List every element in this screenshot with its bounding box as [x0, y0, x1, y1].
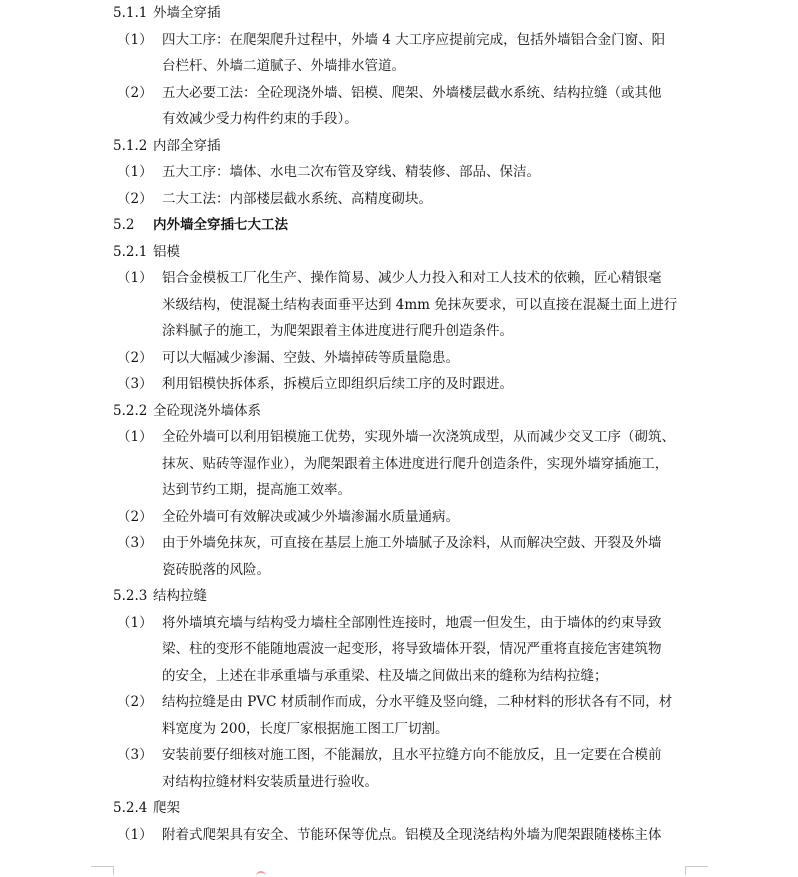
list-item-number: （2）	[117, 190, 153, 207]
list-item-number: （1）	[117, 164, 153, 180]
list-item-number: （3）	[117, 747, 153, 763]
subsection-heading	[113, 0, 693, 27]
list-item	[113, 80, 693, 133]
list-item-text-line: 全砼外墙可以利用铝模施工优势，实现外墙一次浇筑成型，从而减少交叉工序（砌筑、	[162, 429, 675, 445]
list-item-text-line: 梁、柱的变形不能随地震波一起变形，将导致墙体开裂，情况严重将直接危害建筑物	[162, 641, 662, 657]
list-item-text-line: 结构拉缝是由 PVC 材质制作而成，分水平缝及竖向缝，二种材料的形状各有不同，材	[162, 694, 673, 710]
heading-title: 结构拉缝	[153, 588, 207, 604]
heading-number: 5.2	[113, 217, 135, 233]
heading-number: 5.2.3	[113, 588, 148, 604]
list-item-text-line: 五大工序：墙体、水电二次布管及穿线、精装修、部品、保洁。	[162, 164, 540, 180]
list-item-number: （3）	[117, 376, 153, 392]
list-item-number: （1）	[117, 429, 153, 445]
subsection-heading	[113, 398, 693, 425]
list-item-text-line: 对结构拉缝材料安装质量进行验收。	[162, 773, 378, 790]
subsection-heading	[113, 795, 693, 822]
heading-title: 外墙全穿插	[153, 5, 221, 21]
list-item-text-line: 全砼外墙可有效解决或减少外墙渗漏水质量通病。	[162, 508, 459, 525]
section-heading	[113, 212, 693, 239]
list-item-text-line: 台栏杆、外墙二道腻子、外墙排水管道。	[162, 58, 405, 74]
list-item-number: （2）	[117, 84, 153, 101]
list-item-number: （2）	[117, 349, 153, 366]
heading-number: 5.1.1	[113, 5, 148, 21]
list-item-text-line: 料宽度为 200，长度厂家根据施工图工厂切割。	[162, 720, 449, 737]
list-item-number: （3）	[117, 535, 153, 551]
list-item-text-line: 涂料腻子的施工，为爬架跟着主体进度进行爬升创造条件。	[162, 323, 513, 339]
list-item-text-line: 二大工法：内部楼层截水系统、高精度砌块。	[162, 190, 432, 207]
list-item	[113, 742, 693, 795]
list-item-text-line: 的安全，上述在非承重墙与承重梁、柱及墙之间做出来的缝称为结构拉缝；	[162, 667, 608, 684]
page-corner-mark-left	[91, 866, 114, 875]
list-item-text-line: 抹灰、贴砖等湿作业），为爬架跟着主体进度进行爬升创造条件，实现外墙穿插施工，	[162, 455, 669, 472]
list-item-text-line: 米级结构，使混凝土结构表面垂平达到 4mm 免抹灰要求，可以直接在混凝土面上进行	[162, 296, 678, 313]
heading-number: 5.1.2	[113, 137, 148, 154]
list-item-text-line: 瓷砖脱落的风险。	[162, 561, 270, 578]
heading-number: 5.2.2	[113, 402, 148, 419]
list-item	[113, 186, 693, 213]
list-item-text-line: 有效减少受力构件约束的手段）。	[162, 111, 358, 127]
list-item-number: （2）	[117, 508, 153, 525]
list-item-number: （1）	[117, 31, 153, 48]
list-item	[113, 689, 693, 742]
subsection-heading	[113, 133, 693, 160]
list-item	[113, 424, 693, 504]
list-item-text-line: 五大必要工法：全砼现浇外墙、铝模、爬架、外墙楼层截水系统、结构拉缝（或其他	[162, 84, 662, 101]
page-corner-mark-right	[685, 866, 708, 875]
list-item-number: （1）	[117, 826, 153, 843]
list-item-text-line: 四大工序：在爬架爬升过程中，外墙 4 大工序应提前完成，包括外墙铝合金门窗、阳	[162, 31, 666, 48]
list-item	[113, 822, 693, 849]
decorative-mark	[256, 871, 266, 877]
list-item-number: （2）	[117, 694, 153, 710]
subsection-heading	[113, 239, 693, 266]
list-item-text-line: 可以大幅减少渗漏、空鼓、外墙掉砖等质量隐患。	[162, 349, 459, 366]
list-item-text-line: 附着式爬架具有安全、节能环保等优点。铝模及全现浇结构外墙为爬架跟随楼栋主体	[162, 826, 662, 843]
heading-title: 全砼现浇外墙体系	[153, 402, 261, 419]
heading-title: 铝模	[153, 243, 180, 260]
list-item	[113, 345, 693, 372]
list-item-text-line: 利用铝模快拆体系，拆模后立即组织后续工序的及时跟进。	[162, 376, 513, 392]
list-item-text-line: 将外墙填充墙与结构受力墙柱全部刚性连接时，地震一但发生，由于墙体的约束导致	[162, 614, 662, 631]
list-item-text-line: 由于外墙免抹灰，可直接在基层上施工外墙腻子及涂料，从而解决空鼓、开裂及外墙	[162, 535, 662, 551]
heading-number: 5.2.4	[113, 800, 148, 816]
list-item-number: （1）	[117, 270, 153, 286]
heading-number: 5.2.1	[113, 243, 148, 260]
list-item	[113, 159, 693, 186]
list-item	[113, 265, 693, 345]
list-item-text-line: 安装前要仔细核对施工图，不能漏放，且水平拉缝方向不能放反，且一定要在合模前	[162, 747, 662, 763]
heading-title: 爬架	[153, 800, 180, 816]
list-item-text-line: 铝合金模板工厂化生产、操作简易、减少人力投入和对工人技术的依赖，匠心精银毫	[162, 270, 662, 286]
list-item	[113, 371, 693, 398]
list-item-number: （1）	[117, 614, 153, 631]
list-item	[113, 610, 693, 690]
heading-title: 内部全穿插	[153, 137, 221, 154]
list-item	[113, 530, 693, 583]
subsection-heading	[113, 583, 693, 610]
heading-title: 内外墙全穿插七大工法	[153, 217, 288, 233]
list-item	[113, 504, 693, 531]
document-body	[113, 0, 693, 848]
list-item-text-line: 达到节约工期，提高施工效率。	[162, 482, 351, 498]
list-item	[113, 27, 693, 80]
